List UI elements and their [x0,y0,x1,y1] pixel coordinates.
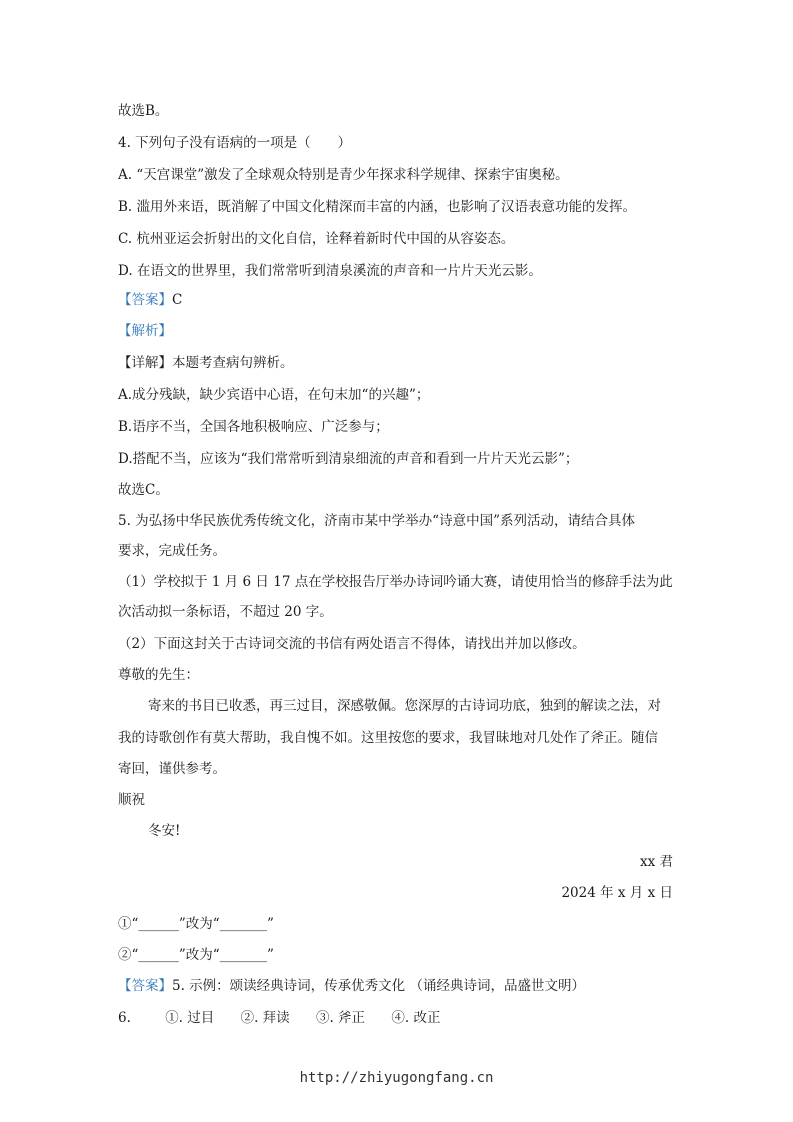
letter-closing: 顺祝 [118,792,145,808]
option-d: D. 在语文的世界里，我们常常听到清泉溪流的声音和一片片天光云影。 [118,263,542,279]
detail-heading: 【详解】本题考查病句辨析。 [118,355,294,371]
letter-closing: 冬安! [148,823,181,839]
letter-paragraph: 寄来的书目已收悉，再三过目，深感敬佩。您深厚的古诗词功底，独到的解读之法，对 [148,698,661,714]
option-c: C. 杭州亚运会折射出的文化自信，诠释着新时代中国的从容姿态。 [118,231,515,247]
option-a: A. “天宫课堂”激发了全球观众特别是青少年探求科学规律、探索宇宙奥秘。 [118,167,569,183]
analysis-tag: 【解析】 [118,323,172,339]
subquestion-2: （2）下面这封关于古诗词交流的书信有两处语言不得体，请找出并加以修改。 [118,636,586,652]
answer-tag: 【答案】 [118,292,172,308]
subquestion-1: （1）学校拟于 1 月 6 日 17 点在学校报告厅举办诗词吟诵大赛，请使用恰当的修辞手法为此 [118,574,673,590]
detail-b: B.语序不当，全国各地积极响应、广泛参与； [118,419,389,435]
answer-tag: 【答案】 [118,978,172,994]
letter-date: 2024 年 x 月 x 日 [561,885,673,901]
detail-a: A.成分残缺，缺少宾语中心语，在句末加“的兴趣”； [118,387,430,403]
answer-value: C [172,292,183,308]
answer-4 [118,291,182,309]
answer-item: ①. 过目 [165,1010,215,1026]
fill-blank-2: ②“______”改为“_______” [118,947,274,963]
letter-greeting: 尊敬的先生： [118,667,199,683]
detail-d: D.搭配不当，应该为“我们常常听到清泉细流的声音和看到一片片天光云影”； [118,451,579,467]
answer-item: ③. 斧正 [315,1010,366,1026]
question-4: 4. 下列句子没有语病的一项是（ ） [118,135,352,151]
letter-paragraph: 寄回，谨供参考。 [118,761,226,777]
fill-blank-1: ①“______”改为“_______” [118,916,274,932]
question-5-cont: 要求，完成任务。 [118,543,226,559]
answer-number: 6. [118,1010,131,1026]
letter-signature: xx 君 [639,854,673,870]
text-line: 故选B。 [118,103,169,119]
answer-item: ②. 拜读 [240,1010,290,1026]
question-5: 5. 为弘扬中华民族优秀传统文化，济南市某中学举办“诗意中国”系列活动，请结合具体 [118,513,635,529]
subquestion-1-cont: 次活动拟一条标语，不超过 20 字。 [118,604,333,620]
option-b: B. 滥用外来语，既消解了中国文化精深而丰富的内涵，也影响了汉语表意功能的发挥。 [118,199,637,215]
answer-item: ④. 改正 [391,1010,441,1026]
footer-url[interactable]: http://zhiyugongfang.cn [299,1070,494,1086]
letter-paragraph: 我的诗歌创作有莫大帮助，我自愧不如。这里按您的要求，我冒昧地对几处作了斧正。随信 [118,730,658,746]
answer-5 [118,977,585,995]
answer-value: 5. 示例：颂读经典诗词，传承优秀文化 （诵经典诗词，品盛世文明） [172,978,585,994]
answer-6 [118,1009,440,1027]
text-line: 故选C。 [118,482,169,498]
